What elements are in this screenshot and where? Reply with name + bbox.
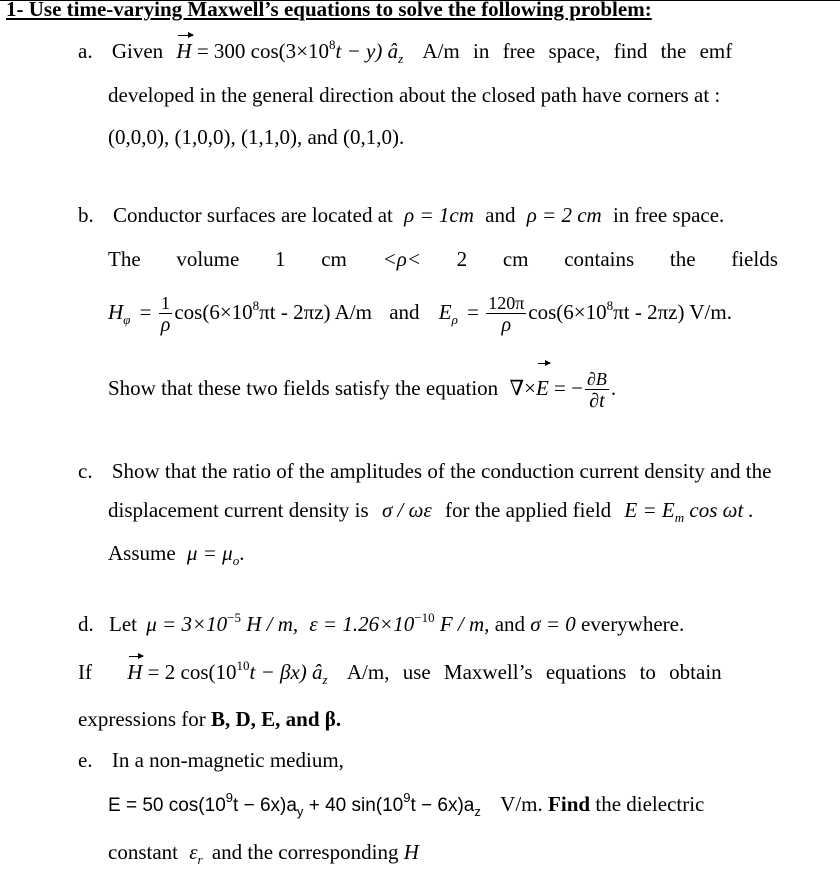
part-c-label: c. [78,459,93,483]
problem-heading: 1- Use time-varying Maxwell’s equations to solve the following problem: [6,0,652,21]
part-e-line1: e. In a non-magnetic medium, [78,748,344,772]
part-e-equation: E = 50 $\cos(10^9t - 6x)a_y + 40$ $\sin(10^9t - 6x)a_z$ V/m. Find the dielectric [108,790,705,819]
part-a-line3: (0,0,0), (1,0,0), (1,1,0), and (0,1,0). [108,125,405,149]
part-d-line1: d. Let $\mu = 3\times 10^{-5}$ H / m, $\varepsilon = 1.26\times 10^{-10}$ F / m, and σ = 0 everywhere. [78,610,685,636]
part-a-line2: developed in the general direction about the closed path have corners at : [108,83,721,107]
part-d-line2: If H = 2 $\cos(10^{10}t - \beta x)$ $â_z$ A/m, use Maxwell’s equations to obtain [78,658,722,687]
part-c-line1: c. Show that the ratio of the amplitudes of the conduction current density and the [78,459,772,483]
part-e-label: e. [78,748,93,772]
part-b-fields: $H_\varphi$ = $\frac{1}{\rho}$ $\cos(6\times 10^8\pi t - 2\pi z)$ A/m and $E_\rho$ = $\frac{120\pi}{\rho}$ $\cos(6\times 10^8\pi t - 2\pi z)$ V/m. [108,292,732,336]
part-a-label: a. [78,39,93,63]
e-fraction: $\frac{120\pi}{\rho}$ [488,292,525,336]
part-b-line2: The volume 1 cm <ρ< 2 cm contains the fields [108,247,778,271]
part-c-line2: displacement current density is σ / ωε for the applied field $E = E_m$ cos ωt . [108,498,754,525]
part-b-show: Show that these two fields satisfy the equation ∇×E = − $\frac{\partial B}{\partial t}$ . [108,366,616,412]
h-fraction: $\frac{1}{\rho}$ [160,292,171,336]
part-b-label: b. [78,203,94,227]
part-e-line3: constant $\varepsilon_r$ and the corresponding H [108,840,419,867]
db-dt-fraction: $\frac{\partial B}{\partial t}$ [586,368,607,412]
part-c-line3: Assume $\mu = \mu_o$. [108,541,245,568]
part-a-line1: a. Given H = 300 $\cos(3\times 10^8t - y)$ $â_z$ A/m in free space, find the emf [78,37,733,66]
part-b-line1: b. Conductor surfaces are located at ρ = 1cm and ρ = 2 cm in free space. [78,203,725,227]
part-d-line3: expressions for B, D, E, and β. [78,707,342,731]
part-d-label: d. [78,612,94,636]
